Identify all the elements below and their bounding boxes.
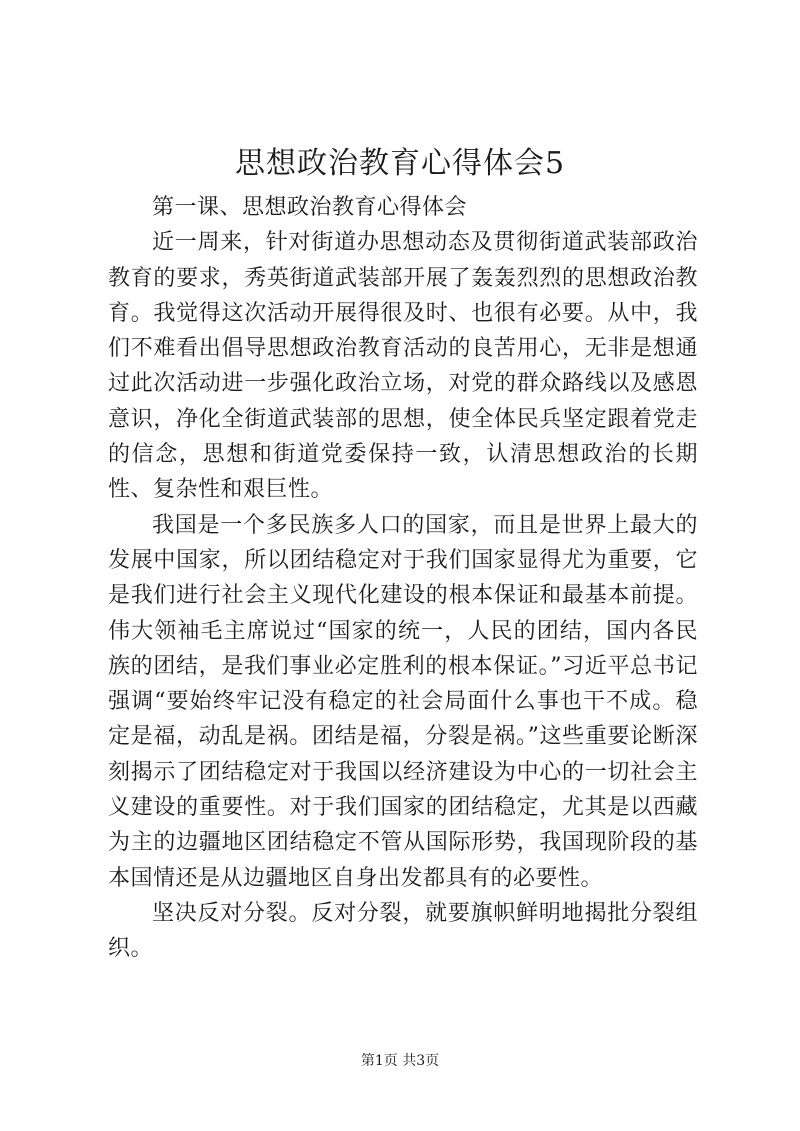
paragraph: 坚决反对分裂。反对分裂，就要旗帜鲜明地揭批分裂组织。 bbox=[108, 900, 698, 962]
paragraph: 近一周来，针对街道办思想动态及贯彻街道武装部政治教育的要求，秀英街道武装部开展了轰轰烈烈的思想政治教育。我觉得这次活动开展得很及时、也很有必要。从中，我们不难看出倡导思想政治教育活动的良苦用心，无非是想通过此次活动进一步强化政治立场，对党的群众路线以及感恩意识，净化全街道武装部的思想，使全体民兵坚定跟着党走的信念，思想和街道党委保持一致，认清思想政治的长期性、复杂性和艰巨性。 bbox=[108, 230, 698, 503]
paragraph: 我国是一个多民族多人口的国家，而且是世界上最大的发展中国家，所以团结稳定对于我们国家显得尤为重要，它是我们进行社会主义现代化建设的根本保证和最基本前提。伟大领袖毛主席说过“国家的统一，人民的团结，国内各民族的团结，是我们事业必定胜利的根本保证。”习近平总书记强调“要始终牢记没有稳定的社会局面什么事也干不成。稳定是福，动乱是祸。团结是福，分裂是祸。”这些重要论断深刻揭示了团结稳定对于我国以经济建设为中心的一切社会主义建设的重要性。对于我们国家的团结稳定，尤其是以西藏为主的边疆地区团结稳定不管从国际形势，我国现阶段的基本国情还是从边疆地区自身出发都具有的必要性。 bbox=[108, 512, 698, 891]
document-title: 思想政治教育心得体会5 bbox=[234, 146, 566, 181]
page-footer: 第1页 共3页 bbox=[360, 1053, 440, 1069]
paragraph-heading: 第一课、思想政治教育心得体会 bbox=[152, 195, 468, 220]
document-body bbox=[108, 190, 698, 967]
